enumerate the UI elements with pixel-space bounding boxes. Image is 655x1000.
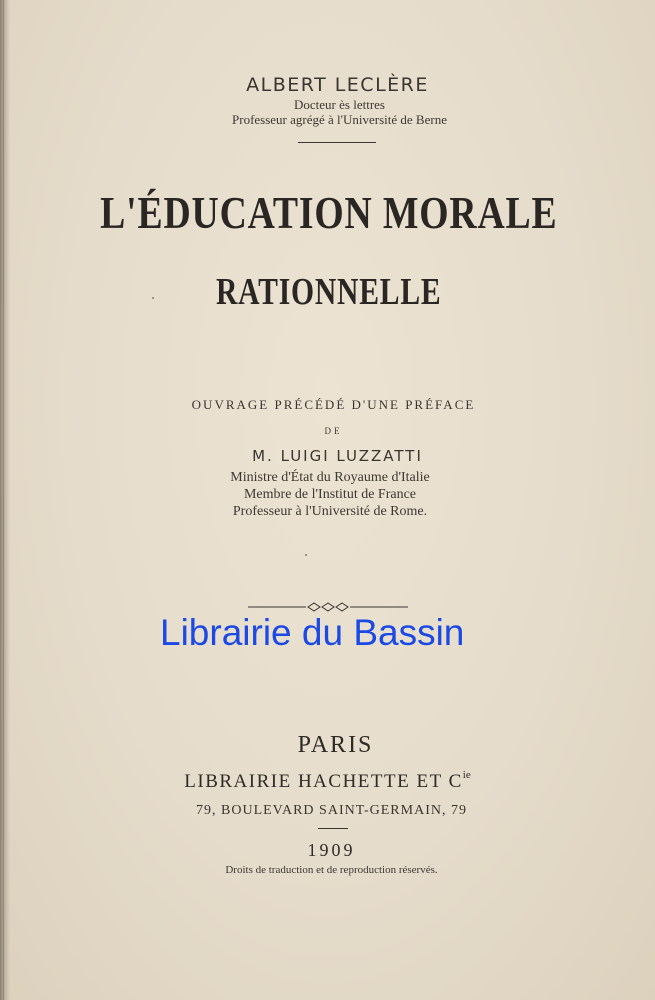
- preface-author-name: M. LUIGI LUZZATTI: [252, 447, 423, 465]
- author-name: ALBERT LECLÈRE: [246, 74, 429, 96]
- imprint-city: PARIS: [297, 732, 374, 758]
- author-position: Professeur agrégé à l'Université de Berne: [232, 112, 447, 127]
- book-title-line-1: L'ÉDUCATION MORALE: [100, 187, 558, 238]
- book-title-line-2: RATIONNELLE: [215, 271, 442, 313]
- preface-author-role-2: Membre de l'Institut de France: [243, 487, 417, 502]
- preface-author-role-3: Professeur à l'Université de Rome.: [232, 504, 428, 519]
- preface-intro: OUVRAGE PRÉCÉDÉ D'UNE PRÉFACE: [191, 397, 476, 412]
- paper-speck: [305, 554, 307, 556]
- author-degree: Docteur ès lettres: [294, 97, 385, 112]
- imprint-publisher-name: LIBRAIRIE HACHETTE ET C: [184, 771, 463, 792]
- watermark-text: Librairie du Bassin: [160, 612, 465, 653]
- preface-author-role-1: Ministre d'État du Royaume d'Italie: [230, 470, 430, 485]
- imprint-publisher-sup: ie: [462, 769, 471, 781]
- imprint-rule: [318, 828, 348, 829]
- imprint-publisher: [0, 771, 655, 793]
- divider-rule: [298, 142, 376, 143]
- paper-speck: [152, 297, 154, 299]
- imprint-address: 79, BOULEVARD SAINT-GERMAIN, 79: [196, 803, 467, 818]
- imprint-year: 1909: [307, 840, 356, 860]
- preface-de: DE: [324, 426, 343, 436]
- imprint-rights: Droits de traduction et de reproduction réservés.: [225, 864, 438, 876]
